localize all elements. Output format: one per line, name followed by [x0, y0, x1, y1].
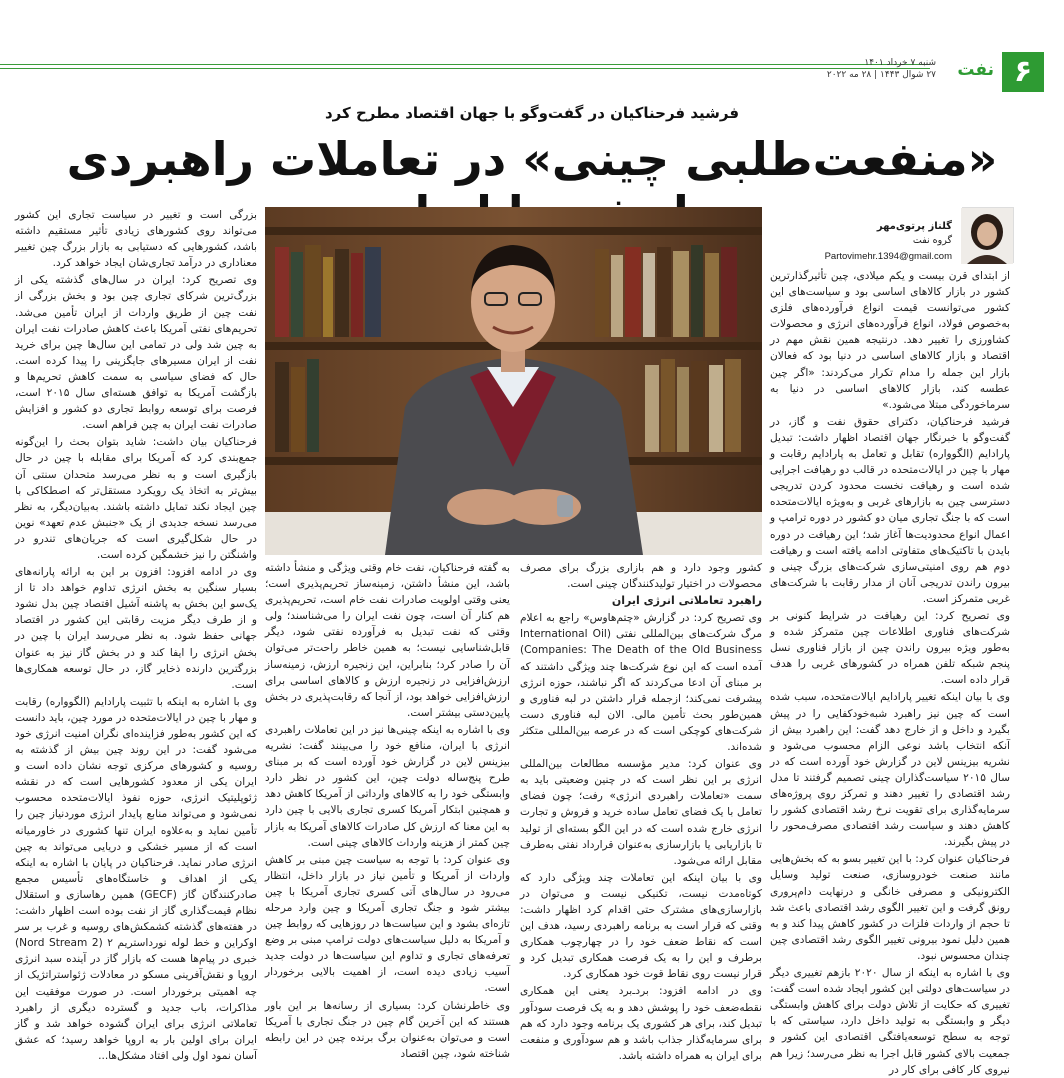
paragraph: وی با اشاره به اینکه چینی‌ها نیز در این تعاملات راهبردی انرژی با ایران، منافع خود را می‌بینند گفت: نشریه بیزینس لاین در گزارش خود آورده است که بر مبنای طرح پنج‌ساله دولت چین، این کشور در نظر دارد وابستگی خود را به کالاهای وارداتی از آمریکا کاهش دهد و همچنین ابتکار آمریکا کسری تجاری بالایی با چین دارد به این معنا که ارزش کل صادرات کالاهای آمریکا به بازار چین کمتر از هزینه واردات کالاهای چینی است. — [265, 723, 510, 849]
paragraph: وی در ادامه افزود: برد‌ـ‌برد یعنی این همکاری نقطه‌ضعف خود را پوشش دهد و به یک فرصت سودآور تبدیل کند، برای هر کشوری یک برنامه وجود دارد که هم برای سرمایه‌گذار جذاب باشد و هم سودآوری و منفعت برای ایران به همراه داشته باشد. — [520, 985, 762, 1062]
page-header — [0, 52, 1064, 89]
section-name: نفت — [957, 60, 994, 80]
paragraph: فرشید فرحناکیان، دکترای حقوق نفت و گاز، در گفت‌وگو با خبرنگار جهان اقتصاد اظهار داشت: تبدیل پارادایم (الگوواره) تقابل و تعامل به پارادایم رقابت و مهار با چین در ایالات‌متحده در قالب دو رهیافت اجرایی شده است و رهیافت نخست محدود کردن تدریجی دسترسی چین به بازارهای غربی و به‌ویژه ایالات‌متحده است که با جنگ تجاری میان دو کشور در دوره ترامپ و اعمال انواع محدودیت‌ها آغاز شد؛ این رهیافت در دوره بایدن با تاکتیک‌های متفاوتی ادامه یافته است و رهیافت دوم هم روی امنیتی‌سازی شرکت‌های بزرگ چینی و بیرون راندن تدریجی آنان از مدار رقابت با شرکت‌های غربی متمرکز است. — [770, 415, 1010, 605]
interviewee-photo — [265, 207, 762, 555]
date-line-2: ۲۷ شوال ۱۴۴۳ | ۲۸ مه ۲۰۲۲ — [826, 70, 936, 80]
article-column-4 — [15, 207, 257, 1062]
paragraph: وی با اشاره به اینکه از سال ۲۰۲۰ بازهم تغییری دیگر در سیاست‌های دولتی این کشور ایجاد شده است گفت: تغییری که حکایت از تلاش دولت برای کاهش وابستگی دیگر و وابستگی به تولید داخل دارد، سیاستی که با توجه به سطح توسعه‌یافتگی اقتصادی این کشور و جمعیت بالای کشور قابل اجرا به نظر می‌رسد؛ زیرا هم نیروی کار کافی برای کار در — [770, 967, 1010, 1076]
paragraph: کشور وجود دارد و هم بازاری بزرگ برای مصرف محصولات در اختیار تولیدکنندگان چینی است. — [520, 562, 762, 591]
paragraph: وی در ادامه افزود: افزون بر این به ارائه پارانه‌های بسیار سنگین به بخش انرژی تداوم خواهد داد تا از یک‌سو این بخش به پاشنه آشیل اقتصاد چین بدل نشود و از طرف دیگر مزیت رقابتی این کشور در اقتصاد جهانی حفظ شود. به نظر می‌رسد ایران با چین در بخش انرژی را ایفا کند و در بخش گاز نیز به عنوان بزرگترین دارنده ذخایر گاز، در حال توسعه همکاری‌ها است. — [15, 566, 257, 691]
paragraph: وی با بیان اینکه تغییر پارادایم ایالات‌متحده، سبب شده است که چین نیز راهبرد شبه‌خودکفایی را در پیش بگیرد و داخل و از خارج دهد گفت: این راهبرد بیش از آنکه انتخاب باشد نوعی الزام محسوب می‌شود و نشریه بیزینس لاین در گزارش خود آورده است که در سال ۲۰۱۵ سیاست‌گذاران چینی تصمیم گرفتند تا مدل رشد اقتصادی را تغییر دهند و تمرکز روی پروژه‌های سرمایه‌گذاری برای تقویت نرخ رشد اقتصادی کشور را کاهش دهند و سیاست رشد اقتصادی مصرف‌محور را در پیش بگیرند. — [770, 691, 1011, 849]
paragraph: فرحناکیان بیان داشت: شاید بتوان بحث را این‌گونه جمع‌بندی کرد که آمریکا برای مقابله با چین در حال بازگیری است و به نظر می‌رسد متحدان سنتی آن بیش‌تر به اتخاذ یک رویکرد مستقل‌تر که اصطکاکی با چین ایجاد نکند تمایل داشته باشند. به‌بیان‌دیگر، به نظر می‌رسد نسخه جدیدی از یک «جنبش عدم تعهد» نوین در حال شکل‌گیری است که جریان‌های تندرو در واشنگتن را نیز خشمگین کرده است. — [15, 436, 257, 561]
page-number: ۶ — [1002, 52, 1044, 92]
article-kicker: فرشید فرحناکیان در گفت‌وگو با جهان اقتصاد مطرح کرد — [324, 104, 740, 122]
author-group: گروه نفت — [912, 235, 952, 246]
author-email: Partovimehr.1394@gmail.com — [824, 251, 952, 262]
header-rule — [0, 64, 930, 69]
paragraph: وی عنوان کرد: با توجه به سیاست چین مبنی بر کاهش واردات از آمریکا و تأمین نیاز در بازار داخل، انتظار می‌رود در سال‌های آتی کسری تجاری آمریکا با چین بیشتر شود و جنگ تجاری آمریکا و چین وارد مرحله تازه‌ای بشود و این سیاست‌ها در روزهایی که روابط چین و آمریکا به دلیل سیاست‌های دولت ترامپ مبنی بر وضع تعرفه‌های تجاری و تداوم این سیاست‌ها در دولت جدید آسیب زیادی دیده است، از اهمیت بالایی برخوردار است. — [265, 853, 510, 995]
paragraph: بزرگی است و تغییر در سیاست تجاری این کشور می‌تواند روی کشورهای زیادی تأثیر مستقیم داشته باشد، کشورهایی که دستیابی به بازار بزرگ چین تغییر معناداری در درآمد تجاری‌شان ایجاد خواهد کرد. — [15, 209, 257, 270]
paragraph: وی تصریح کرد: ایران در سال‌های گذشته یکی از بزرگ‌ترین شرکای تجاری چین بود و بخش بزرگی از نفت چین از طریق واردات از ایران تأمین می‌شد. تحریم‌های نفتی آمریکا باعث کاهش صادرات نفت ایران به چین شد ولی در تمامی این سال‌ها چین برای خرید نفت از ایران مسیرهای جایگزینی را پیدا کرده است. حال که فضای سیاسی به سمت کاهش تحریم‌ها و بازگشت آمریکا به توافق هسته‌ای سال ۲۰۱۵ است، فرصت برای توسعه روابط تجاری دو کشور و افزایش صادرات نفت ایران به چین فراهم است. — [15, 274, 257, 432]
author-photo — [962, 207, 1014, 263]
paragraph: فرحناکیان عنوان کرد: با این تغییر بسو به که بخش‌هایی مانند صنعت خودروسازی، صنعت تولید وسایل الکترونیکی و مصرفی خانگی و درنهایت دام‌پروری رونق گرفت و این تغییر الگوی رشد اقتصادی باعث شد تا حجم از واردات فلزات در کشور کاهش پیدا کند و به همین دلیل نمود بیرونی تغییر الگوی رشد اقتصادی چین چندان محسوس نبود. — [770, 853, 1010, 962]
date-line-1: شنبه ۷ خرداد ۱۴۰۱ — [864, 58, 936, 68]
paragraph: وی تصریح کرد: در گزارش «چتم‌هاوس» راجع به اعلام مرگ شرکت‌های بین‌المللی نفتی (International Oil Companies: The Death of the Old Business) آمده است که این نوع شرکت‌ها چند ویژگی داشتند که بر مبنای آن ادعا می‌کردند که اگر نباشند، حوزه انرژی پیشرفت نمی‌کند؛ ازجمله قرار داشتن در لبه فناوری و همین‌طور بحث تأمین مالی. الان لبه فناوری دست شرکت‌های کوچکی است که در عرصه بین‌المللی متکثر شده‌اند. — [520, 612, 762, 754]
article-column-2 — [520, 560, 762, 1062]
paragraph: به گفته فرحناکیان، نفت خام وقتی ویژگی و منشأ داشته باشد، این منشأ داشتن، زمینه‌ساز تحریم‌پذیری است؛ یعنی وقتی اولویت صادرات نفت خام است، تحریم‌پذیری هم کنار آن است، چون نفت ایران را می‌شناسند؛ ولی وقتی که نفت تبدیل به فرآورده نفتی شود، دیگر قابل‌شناسایی نیست؛ به همین خاطر راحت‌تر می‌توان آن را صادر کرد؛ بنابراین، این زنجیره ارزش، زمینه‌ساز ارزش‌افزایی در زنجیره ارزش و کالاهای اساسی برای ارزش‌افزایی خواهد بود، از آنجا که رقابت‌پذیری در بخش پایین‌دستی بیشتر است. — [265, 562, 510, 719]
article-headline: «منفعت‌طلبی چینی» در تعاملات راهبردی — [66, 132, 998, 186]
article-column-1 — [770, 268, 1011, 1076]
paragraph: وی با اشاره به اینکه با تثبیت پارادایم (الگوواره) رقابت و مهار با چین در ایالات‌متحده در مورد چین، باید دانست که این کشور به‌طور فزاینده‌ای نگران امنیت انرژی خود می‌شود گفت: در این روند چین بیش از گذشته به روسیه و کشورهای مرکزی توجه نشان داده است و ایران یکی از معدود کشورهایی است که در نقشه ژئوپلیتیک انرژی، حوزه نفوذ ایالات‌متحده محسوب نمی‌شود و می‌تواند منابع پایدار انرژی موردنیاز چین را تأمین نماید و به‌علاوه ایران تنها کشوری در خاورمیانه است که از مسیر خشکی و دریایی می‌تواند به چین انرژی صادر نماید. فرحناکیان در پایان با اشاره به اینکه یکی از اهداف و خاستگاه‌های تأسیس مجمع صادرکنندگان گاز (GECF) همین رهاسازی و استقلال نظام قیمت‌گذاری گاز از نفت بوده است اظهار داشت: در هفته‌های گذشته کشمکش‌های روسیه و غرب بر سر اوکراین و خط لوله نورداستریم ۲ (Nord Stream 2) خبری در پیام‌ها هست که بازار گاز در آینده سبد انرژی اروپا و نقش‌آفرینی مسکو در معادلات ژئواستراتژیک از چه اهمیتی برخوردار است. در صورت موفقیت این مذاکرات، باب جدید و گسترده دیگری از راهبرد تعاملاتی انرژی برای ایران گشوده خواهد شد و گاز ایران برای اولین بار به اروپا خواهد رسید؛ که عشق آسان نمود اول ولی افتاد مشکل‌ها... — [15, 695, 257, 1062]
issue-date — [827, 57, 936, 81]
author-byline — [774, 207, 1014, 265]
paragraph: از ابتدای قرن بیست و یکم میلادی، چین تأثیرگذارترین کشور در بازار کالاهای اساسی بود و سیاست‌های این کشور می‌توانست قیمت انواع فرآورده‌های فلزی به‌خصوص فولاد، انواع فرآورده‌های انرژی و محصولات کشاورزی را تغییر دهد. درنتیجه همین نقش مهم در اقتصاد و بازار کالاهای اساسی در دنیا بود که فعالان بازار این جمله را مدام تکرار می‌کردند: «اگر چین عطسه کند، بازار کالاهای اساسی در دنیا به سرماخوردگی مبتلا می‌شود.» — [770, 270, 1010, 411]
article-column-3 — [265, 560, 510, 1060]
author-name: گلناز پرتوی‌مهر — [876, 221, 952, 232]
paragraph: وی عنوان کرد: مدیر مؤسسه مطالعات بین‌المللی انرژی بر این نظر است که در چنین وضعیتی باید به سمت «تعاملات راهبردی انرژی» رفت؛ چون فضای تعامل با یک فضای تعامل ساده خرید و فروش و تجارت انرژی خارج شده است که در این الگو بسته‌ای از تولید تا بازاریابی یا بازارسازی به‌عنوان قرارداد نفتی به‌طرف مقابل ارائه می‌شود. — [520, 758, 762, 867]
paragraph: وی خاطرنشان کرد: بسیاری از رسانه‌ها بر این باور هستند که این آخرین گام چین در جنگ تجاری با آمریکا است و می‌توان به‌عنوان برگ برنده چین در این رابطه شناخته شود، چین اقتصاد — [265, 999, 510, 1060]
paragraph: وی با بیان اینکه این تعاملات چند ویژگی دارد که کوتاه‌مدت نیست، تکنیکی نیست و می‌توان در بازارسازی‌های مشترک حتی اقدام کرد اظهار داشت: وقتی که قرار است به برنامه راهبردی رسید، هدف این است که نقاط ضعف خود را در چهارچوب همکاری برطرف و این را به یک فرصت همکاری تبدیل کرد و قرار نیست روی نقاط قوت خود همکاری کرد. — [520, 871, 762, 981]
subheading: راهبرد تعاملاتی انرژی ایران — [611, 594, 762, 608]
paragraph: وی تصریح کرد: این رهیافت در شرایط کنونی بر شرکت‌های فناوری اطلاعات چین متمرکز شده و به‌طور ویژه بیرون راندن چین از بازار فناوری نسل پنجم شبکه تلفن همراه در کشورهای غربی را هدف قرار داده است. — [770, 609, 1010, 687]
